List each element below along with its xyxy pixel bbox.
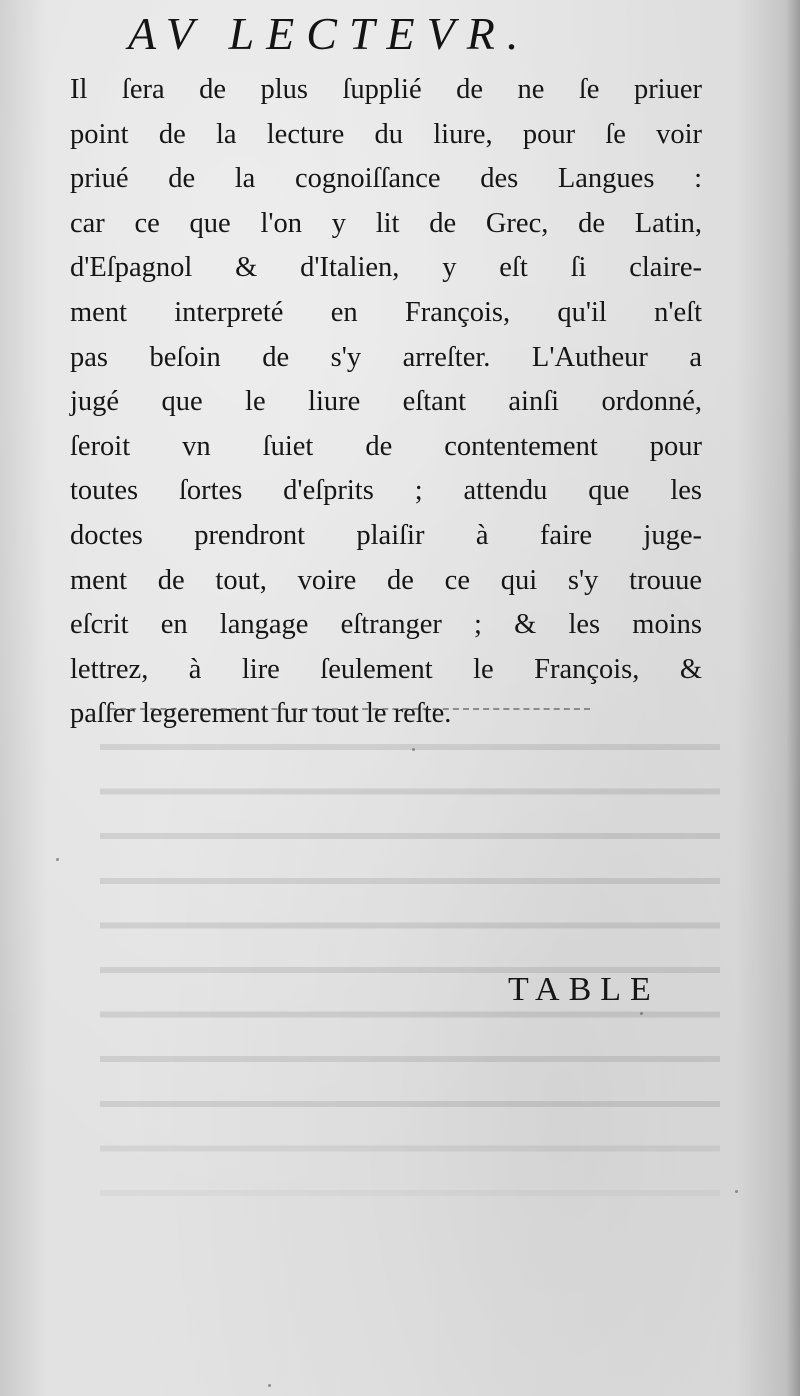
text-line-last: paſſer legerement ſur tout le reſte. <box>70 698 452 730</box>
paper-speck <box>412 748 415 751</box>
text-line: priué de la cognoiſſance des Langues : <box>70 163 702 195</box>
text-line: doctes prendront plaiſir à faire juge- <box>70 519 702 551</box>
paper-speck <box>268 1384 271 1387</box>
text-line: point de la lecture du liure, pour ſe voir <box>70 118 702 150</box>
text-line: car ce que l'on y lit de Grec, de Latin, <box>70 207 702 239</box>
paper-speck <box>56 858 59 861</box>
text-line: Il ſera de plus ſupplié de ne ſe priuer <box>70 74 702 105</box>
text-line: ment de tout, voire de ce qui s'y trouue <box>70 564 702 596</box>
paper-speck <box>735 1190 738 1193</box>
text-line: ment interpreté en François, qu'il n'eſt <box>70 296 702 328</box>
end-rule <box>110 708 590 710</box>
page-edge-shadow <box>786 0 800 1396</box>
text-line: ſeroit vn ſuiet de contentement pour <box>70 430 702 462</box>
body-text <box>70 68 702 737</box>
text-line: jugé que le liure eſtant ainſi ordonné, <box>70 386 702 418</box>
text-line: lettrez, à lire ſeulement le François, & <box>70 653 702 685</box>
text-line: toutes ſortes d'eſprits ; attendu que les <box>70 475 702 507</box>
text-line: d'Eſpagnol & d'Italien, y eſt ſi claire- <box>70 252 702 284</box>
text-line: pas beſoin de s'y arreſter. L'Autheur a <box>70 341 702 373</box>
catchword: TABLE <box>508 971 660 1008</box>
text-line: eſcrit en langage eſtranger ; & les moins <box>70 609 702 641</box>
running-head: AV LECTEVR. <box>128 8 531 59</box>
paper-speck <box>640 1012 643 1015</box>
